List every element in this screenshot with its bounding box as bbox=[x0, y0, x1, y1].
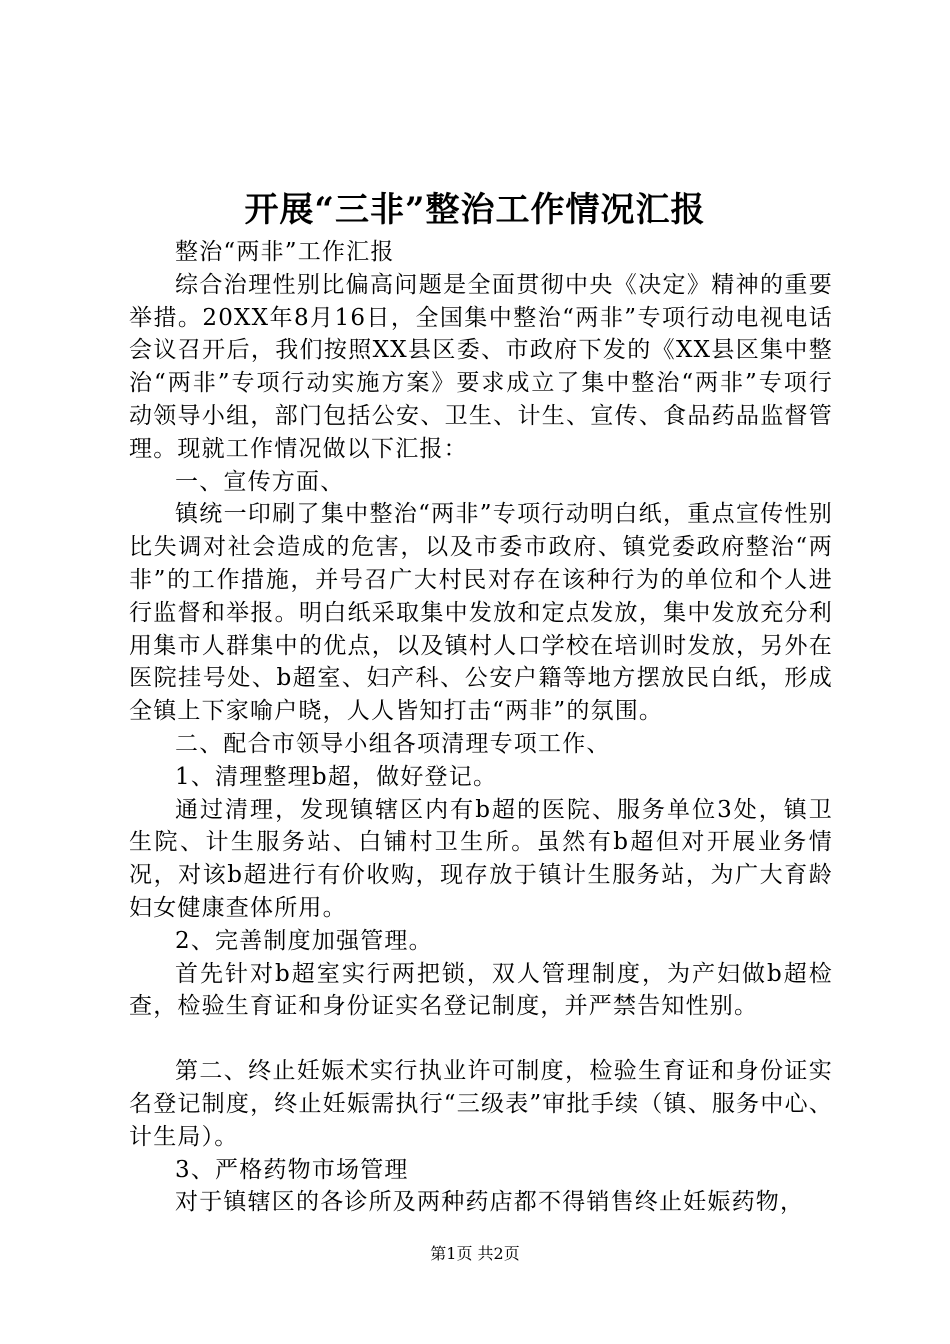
paragraph-subtitle: 整治“两非”工作汇报 bbox=[175, 239, 395, 265]
heading-system: 2、完善制度加强管理。 bbox=[175, 927, 433, 954]
paragraph-drug-market: 对于镇辖区的各诊所及两种药店都不得销售终止妊娠药物， bbox=[175, 1189, 805, 1216]
page-footer: 第1页 共2页 bbox=[430, 1244, 520, 1263]
paragraph-publicity: 镇统一印刷了集中整治“两非”专项行动明白纸，重点宣传性别比失调对社会造成的危害，以及市委市政府、镇党委政府整治“两非”的工作措施，并号召广大村民对存在该种行为的单位和个人进行监督和举报。明白纸采取集中发放和定点发放，集中发放充分利用集市人群集中的优点，以及镇村人口学校在培训时发放，另外在医院挂号处、b超室、妇产科、公安户籍等地方摆放民白纸，形成全镇上下家喻户晓，人人皆知打击“两非”的氛围。 bbox=[129, 501, 833, 725]
document-title: 开展“三非”整治工作情况汇报 bbox=[244, 190, 706, 230]
heading-drug-market: 3、严格药物市场管理 bbox=[175, 1156, 409, 1183]
paragraph-system-first: 首先针对b超室实行两把锁，双人管理制度，为产妇做b超检查，检验生育证和身份证实名登记制度，并严禁告知性别。 bbox=[129, 960, 833, 1020]
paragraph-system-second: 第二、终止妊娠术实行执业许可制度，检验生育证和身份证实名登记制度，终止妊娠需执行“三级表”审批手续（镇、服务中心、计生局）。 bbox=[129, 1058, 833, 1150]
heading-cleanup: 1、清理整理b超，做好登记。 bbox=[175, 763, 498, 790]
heading-publicity: 一、宣传方面、 bbox=[175, 468, 345, 495]
paragraph-intro: 综合治理性别比偏高问题是全面贯彻中央《决定》精神的重要举措。20XX年8月16日，全国集中整治“两非”专项行动电视电话会议召开后，我们按照XX县区委、市政府下发的《XX县区集中整治“两非”专项行动实施方案》要求成立了集中整治“两非”专项行动领导小组，部门包括公安、卫生、计生、宣传、食品药品监督管理。现就工作情况做以下汇报： bbox=[129, 271, 833, 462]
document-body bbox=[129, 236, 833, 1219]
paragraph-cleanup: 通过清理，发现镇辖区内有b超的医院、服务单位3处，镇卫生院、计生服务站、白铺村卫生所。虽然有b超但对开展业务情况，对该b超进行有价收购，现存放于镇计生服务站，为广大育龄妇女健康查体所用。 bbox=[129, 796, 833, 921]
heading-cooperation: 二、配合市领导小组各项清理专项工作、 bbox=[175, 730, 611, 757]
